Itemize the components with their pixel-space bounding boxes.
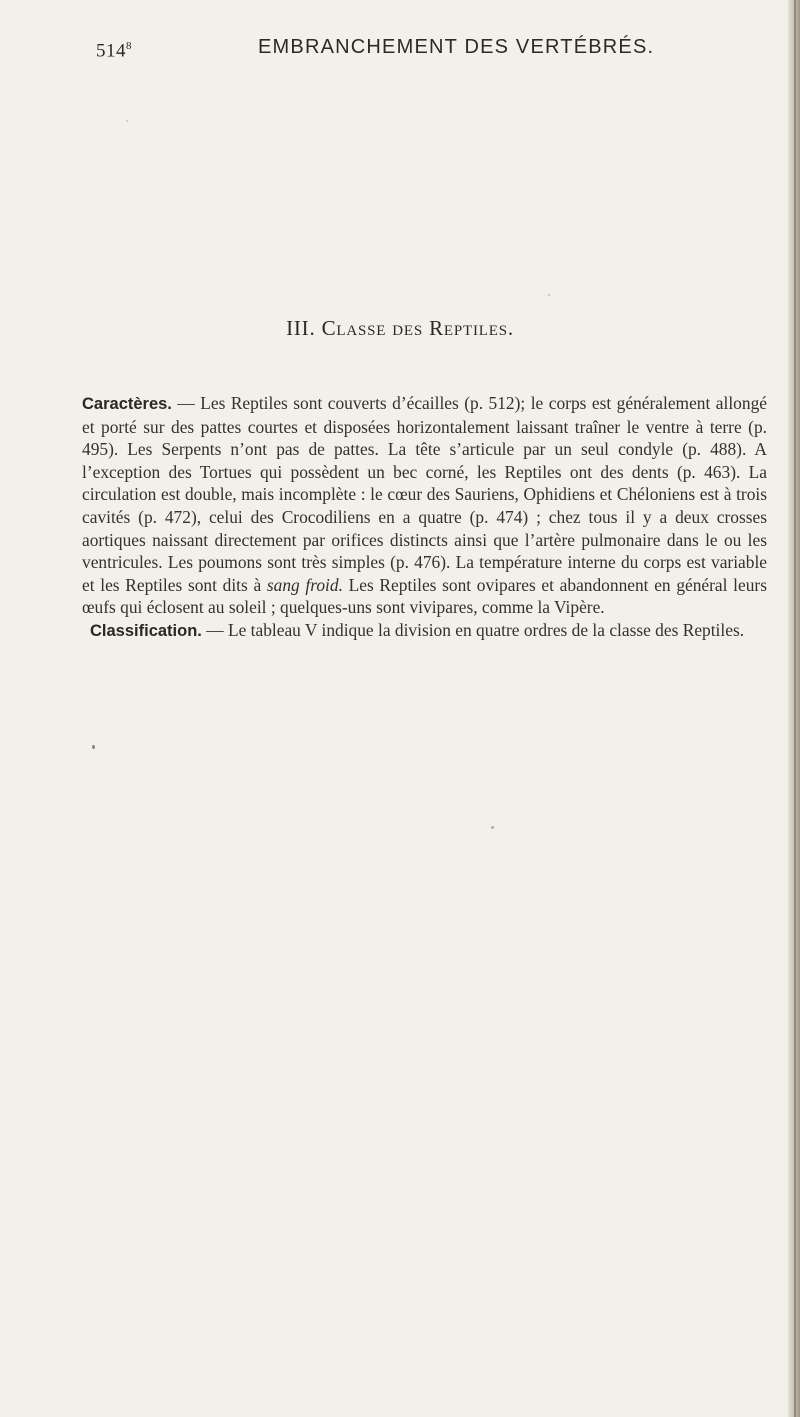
section-title-word-1: Classe <box>321 316 387 340</box>
caracteres-heading: Caractères. <box>82 395 172 413</box>
section-title-word-2: des <box>392 316 424 340</box>
page-number-value: 514 <box>96 40 126 62</box>
body-text <box>82 392 767 643</box>
page-number-superscript: 8 <box>126 40 132 52</box>
caracteres-text-a: — Les Reptiles sont couverts d’écailles (p. 512); le corps est généralement allongé et porté sur des pattes courtes et disposées horizontalement laissant traîner le ventre à terre (p. 495). Les Serpents n’ont pas de pattes. La tête s’articule par un seul condyle (p. 488). A l’exception des Tortues qui possèdent un bec corné, les Reptiles ont des dents (p. 463). La circulation est double, mais incomplète : le cœur des Sauriens, Ophidiens et Chéloniens est à trois cavités (p. 472), celui des Crocodiliens en a quatre (p. 474) ; chez tous il y a deux crosses aortiques naissant directement par orifices distincts ainsi que l’artère pulmonaire dans le ou les ventricules. Les poumons sont très simples (p. 476). La température interne du corps est variable et les Reptiles sont dits à <box>82 393 767 595</box>
page-edge-line <box>794 0 796 1417</box>
running-head <box>90 34 730 64</box>
caracteres-emphasis: sang froid. <box>266 574 343 595</box>
running-head-title: EMBRANCHEMENT DES VERTÉBRÉS. <box>258 36 655 58</box>
paper-speck <box>491 826 494 829</box>
paragraph-classification <box>82 619 767 643</box>
caracteres-text-b: Les Reptiles sont ovipares et abandonnent en général leurs œufs qui éclosent au soleil ; quelques-uns sont vivipares, comme la Vipère. <box>82 574 767 618</box>
section-title <box>0 316 800 341</box>
paragraph-caracteres <box>82 392 767 619</box>
section-title-word-3: Reptiles. <box>429 316 514 340</box>
paper-speck <box>548 294 550 296</box>
page-number <box>96 40 132 62</box>
classification-text: — Le tableau V indique la division en quatre ordres de la classe des Reptiles. <box>201 619 745 640</box>
classification-heading: Classification. <box>90 621 202 640</box>
paper-speck <box>126 120 128 122</box>
section-number: III. <box>286 316 316 340</box>
paper-speck <box>92 745 95 749</box>
